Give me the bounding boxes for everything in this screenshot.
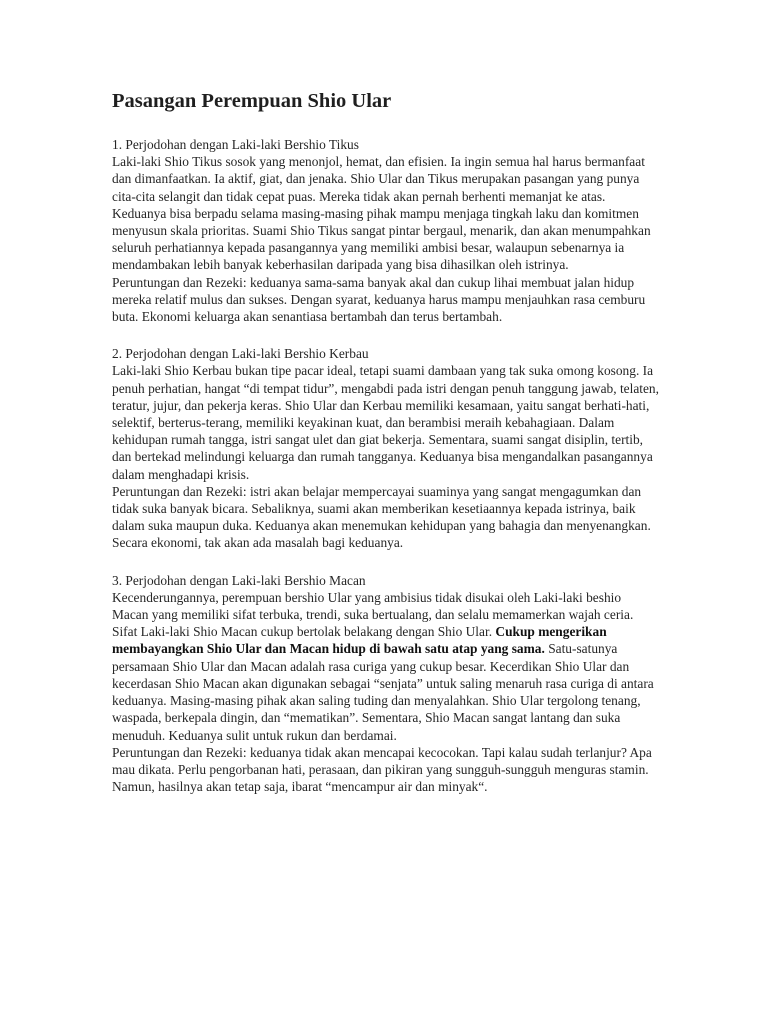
- emphasized-text: Cukup mengerikan membayangkan Shio Ular dan Macan hidup di bawah satu atap yang sama.: [112, 624, 607, 657]
- section-heading: 1. Perjodohan dengan Laki-laki Bershio Tikus: [112, 137, 359, 152]
- section-heading: 2. Perjodohan dengan Laki-laki Bershio Kerbau: [112, 346, 369, 362]
- section-ox: [112, 345, 660, 551]
- paragraph: Laki-laki Shio Kerbau bukan tipe pacar ideal, tetapi suami dambaan yang tak suka omong kosong. Ia penuh perhatian, hangat “di tempat tidur”, mengabdi pada istri dengan penuh tanggung jawab, telaten, teratur, jujur, dan pekerja keras. Shio Ular dan Kerbau memiliki kesamaan, yaitu sangat berhati-hati, selektif, berterus-terang, memiliki keyakinan kuat, dan berambisi meraih kebahagiaan. Dalam kehidupan rumah tangga, istri sangat ulet dan giat bekerja. Sementara, suami sangat disiplin, tertib, dan bertekad melindungi keluarga dan rumah tangganya. Keduanya bisa mengandalkan pasangannya dalam menghadapi krisis.: [112, 363, 659, 482]
- document-title: Pasangan Perempuan Shio Ular: [112, 90, 392, 112]
- paragraph: [112, 589, 660, 744]
- section-rat: [112, 136, 660, 325]
- paragraph-text: Kecenderungannya, perempuan bershio Ular yang ambisius tidak disukai oleh Laki-laki beshio Macan yang memiliki sifat terbuka, trendi, suka bertualang, dan selalu memamerkan wajah ceria. Sifat Laki-laki Shio Macan cukup bertolak belakang dengan Shio Ular.: [112, 589, 634, 640]
- paragraph: Peruntungan dan Rezeki: istri akan belajar mempercayai suaminya yang sangat mengagumkan dan tidak suka banyak bicara. Sebaliknya, suami akan memberikan kesetiaannya kepada istrinya, baik dalam suka maupun duka. Keduanya akan menemukan kehidupan yang bahagia dan menyenangkan. Secara ekonomi, tak akan ada masalah bagi keduanya.: [112, 483, 651, 551]
- paragraph: Peruntungan dan Rezeki: keduanya sama-sama banyak akal dan cukup lihai membuat jalan hidup mereka relatif mulus dan sukses. Dengan syarat, keduanya harus mampu menjauhkan rasa cemburu buta. Ekonomi keluarga akan senantiasa bertambah dan terus bertambah.: [112, 274, 646, 325]
- paragraph: Laki-laki Shio Tikus sosok yang menonjol, hemat, dan efisien. Ia ingin semua hal harus bermanfaat dan dimanfaatkan. Ia aktif, giat, dan jenaka. Shio Ular dan Tikus merupakan pasangan yang punya cita-cita selangit dan tidak cepat puas. Mereka tidak akan pernah berhenti memanjat ke atas. Keduanya bisa berpadu selama masing-masing pihak mampu menjaga tingkah laku dan komitmen menyusun skala prioritas. Suami Shio Tikus sangat pintar bergaul, menarik, dan akan menumpahkan seluruh perhatiannya kepada pasangannya yang memiliki ambisi besar, walaupun sebenarnya ia mendambakan lebih banyak keberhasilan daripada yang bisa dihasilkan oleh istrinya.: [112, 154, 651, 273]
- section-heading: 3. Perjodohan dengan Laki-laki Bershio Macan: [112, 572, 366, 588]
- paragraph-text: Satu-satunya persamaan Shio Ular dan Macan adalah rasa curiga yang cukup besar. Kecerdikan Shio Ular dan kecerdasan Shio Macan akan digunakan sebagai “senjata” untuk saling menaruh rasa curiga di antara keduanya. Masing-masing pihak akan saling tuding dan menyalahkan. Shio Ular tergolong tenang, waspada, berkepala dingin, dan “mematikan”. Sementara, Shio Macan sangat lantang dan suka menuduh. Keduanya sulit untuk rukun dan berdamai.: [112, 641, 654, 743]
- document-page: [112, 88, 660, 815]
- section-tiger: [112, 572, 660, 796]
- paragraph: Peruntungan dan Rezeki: keduanya tidak akan mencapai kecocokan. Tapi kalau sudah terlanjur? Apa mau dikata. Perlu pengorbanan hati, perasaan, dan pikiran yang sungguh-sungguh menguras stamin. Namun, hasilnya akan tetap saja, ibarat “mencampur air dan minyak“.: [112, 744, 652, 795]
